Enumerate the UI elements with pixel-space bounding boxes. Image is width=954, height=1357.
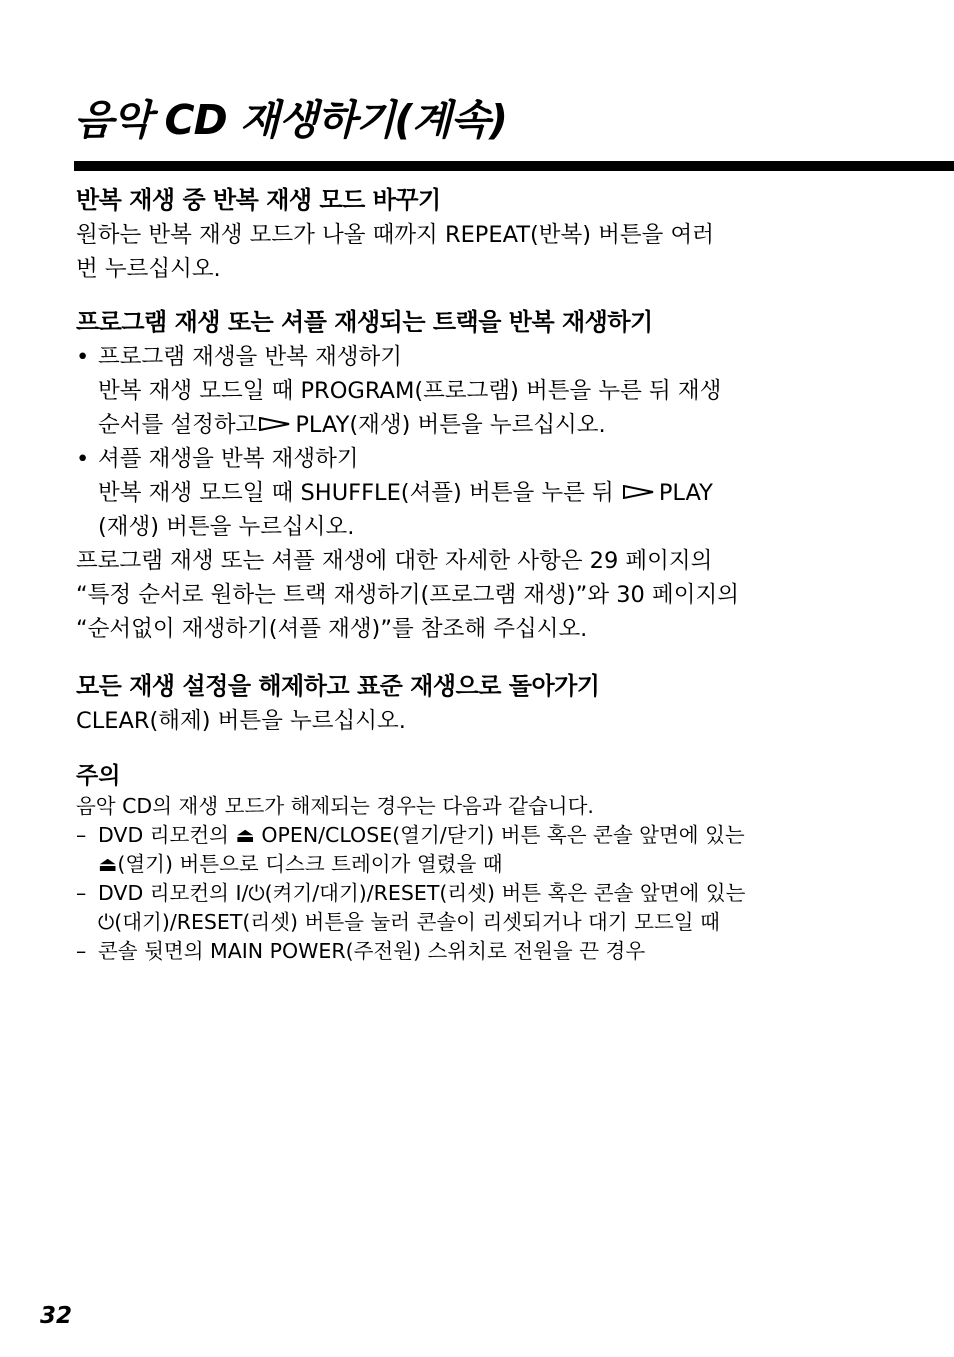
note-item [76, 937, 896, 966]
note-line: DVD 리모컨의 ⏏ OPEN/CLOSE(열기/닫기) 버튼 혹은 콘솔 앞면에 있는 [98, 823, 745, 847]
body-line: CLEAR(해제) 버튼을 누르십시오. [76, 708, 406, 734]
dash-mark: – [76, 881, 87, 905]
body-line [98, 408, 896, 442]
page-title: 음악 CD 재생하기(계속) [74, 96, 507, 144]
section-heading: 프로그램 재생 또는 셔플 재생되는 트랙을 반복 재생하기 [76, 308, 653, 336]
reference-line: “순서없이 재생하기(셔플 재생)”를 참조해 주십시오. [76, 616, 588, 642]
body-line: 번 누르십시오. [76, 256, 221, 282]
text-span: 순서를 설정하고 [98, 412, 258, 438]
body-line: (재생) 버튼을 누르십시오. [98, 514, 355, 540]
body-line: 원하는 반복 재생 모드가 나올 때까지 REPEAT(반복) 버튼을 여러 [76, 222, 714, 248]
body-line [98, 476, 896, 510]
note-item [76, 879, 896, 937]
note-line: ⏻(대기)/RESET(리셋) 버튼을 눌러 콘솔이 리셋되거나 대기 모드일 때 [98, 910, 720, 934]
reference-line: “특정 순서로 원하는 트랙 재생하기(프로그램 재생)”와 30 페이지의 [76, 582, 739, 608]
section-heading: 모든 재생 설정을 해제하고 표준 재생으로 돌아가기 [76, 672, 600, 700]
reference-line: 프로그램 재생 또는 셔플 재생에 대한 자세한 사항은 29 페이지의 [76, 548, 713, 574]
note-line: ⏏(열기) 버튼으로 디스크 트레이가 열렸을 때 [98, 852, 503, 876]
title-rule [74, 161, 954, 171]
play-icon [623, 485, 655, 499]
page-content [76, 182, 896, 966]
note-line: 콘솔 뒷면의 MAIN POWER(주전원) 스위치로 전원을 끈 경우 [98, 939, 646, 963]
bullet-title: 셔플 재생을 반복 재생하기 [98, 446, 359, 472]
section-repeat-mode [76, 182, 896, 286]
text-span: 반복 재생 모드일 때 SHUFFLE(셔플) 버튼을 누른 뒤 [98, 480, 614, 506]
note-line: DVD 리모컨의 I/⏻(켜기/대기)/RESET(리셋) 버튼 혹은 콘솔 앞면에 있는 [98, 881, 746, 905]
note-item [76, 821, 896, 879]
bullet-mark: • [76, 344, 90, 370]
body-line: 반복 재생 모드일 때 PROGRAM(프로그램) 버튼을 누른 뒤 재생 [98, 378, 722, 404]
section-repeat-program-shuffle [76, 304, 896, 646]
text-span: PLAY [658, 480, 713, 506]
section-clear-settings [76, 668, 896, 738]
section-heading: 반복 재생 중 반복 재생 모드 바꾸기 [76, 186, 441, 214]
bullet-title: 프로그램 재생을 반복 재생하기 [98, 344, 403, 370]
dash-mark: – [76, 939, 87, 963]
note-heading: 주의 [76, 763, 121, 789]
note-section [76, 760, 896, 966]
dash-mark: – [76, 823, 87, 847]
bullet-item [76, 340, 896, 442]
play-icon [259, 417, 291, 431]
bullet-mark: • [76, 446, 90, 472]
note-intro: 음악 CD의 재생 모드가 해제되는 경우는 다음과 같습니다. [76, 794, 594, 818]
page-number: 32 [40, 1303, 73, 1329]
text-span: PLAY(재생) 버튼을 누르십시오. [295, 412, 606, 438]
bullet-item [76, 442, 896, 544]
